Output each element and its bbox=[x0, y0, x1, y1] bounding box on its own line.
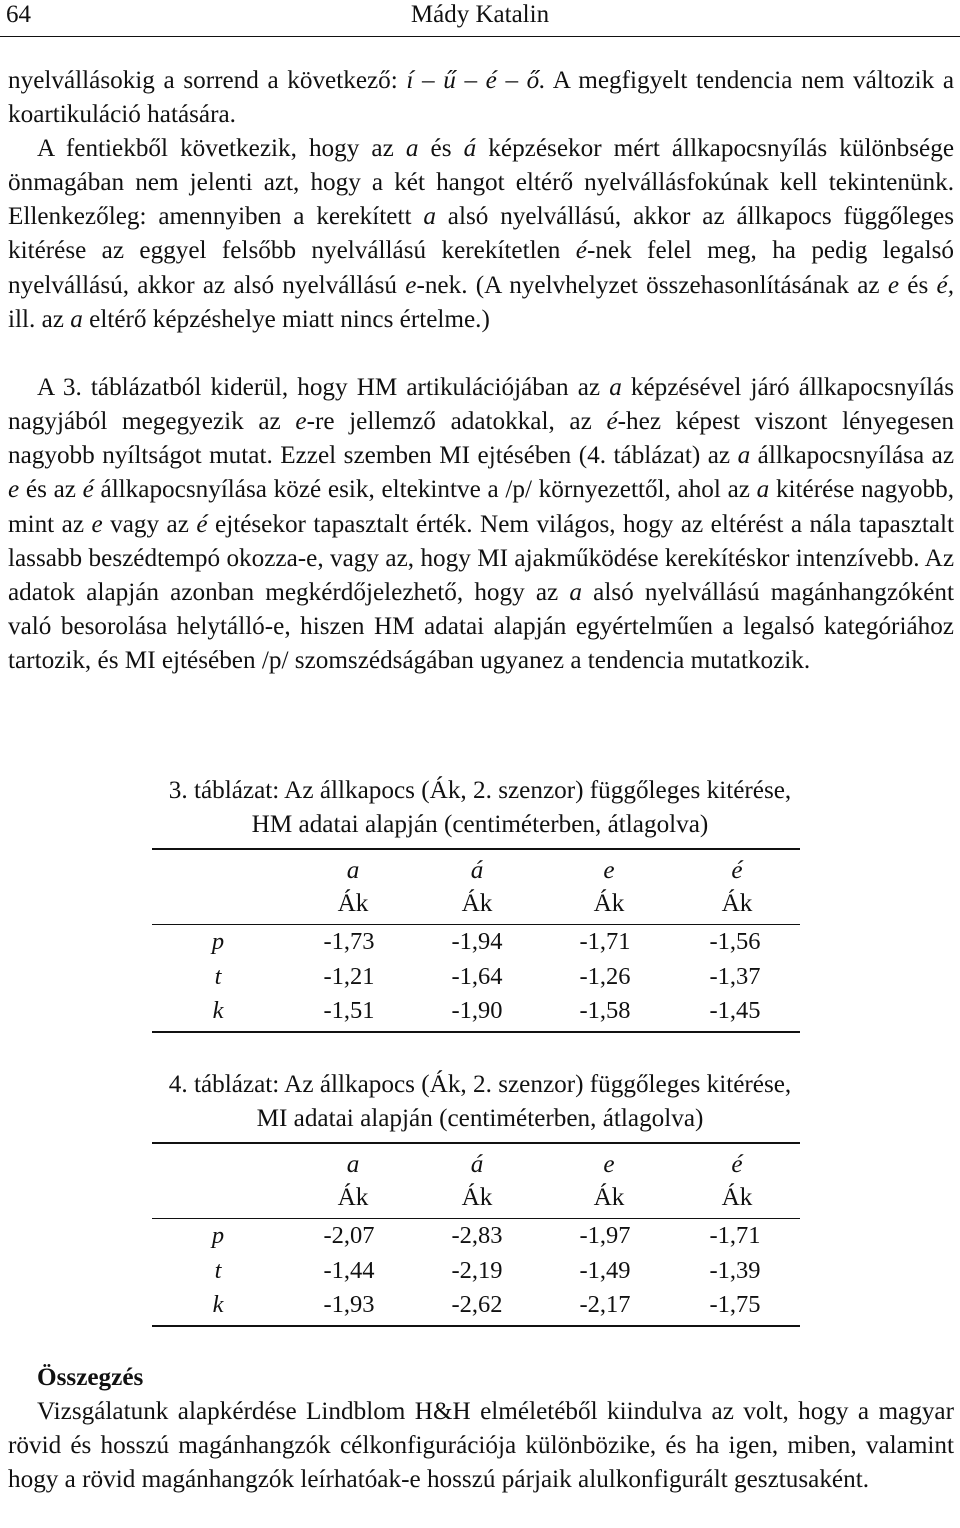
section-heading: Összegzés bbox=[37, 1364, 144, 1391]
table3-caption-line1: 3. táblázat: Az állkapocs (Ák, 2. szenzor) függőleges kitérése, bbox=[168, 777, 792, 804]
table3-subheader: Ák bbox=[337, 890, 369, 917]
table4-cell: -2,83 bbox=[451, 1222, 503, 1249]
table4-row-label: t bbox=[214, 1257, 222, 1284]
table3-cell: -1,71 bbox=[579, 928, 631, 955]
table3-header-rule bbox=[152, 924, 800, 925]
page-number: 64 bbox=[6, 1, 31, 28]
table4-cell: -1,75 bbox=[709, 1291, 761, 1318]
table4-cell: -2,17 bbox=[579, 1291, 631, 1318]
table3-cell: -1,21 bbox=[323, 963, 375, 990]
table3-subheader: Ák bbox=[721, 890, 753, 917]
table4-subheader: Ák bbox=[721, 1184, 753, 1211]
table3-cell: -1,73 bbox=[323, 928, 375, 955]
paragraph-2: A fentiekből következik, hogy az a és á képzésekor mért állkapocsnyílás különbsége önmagában nem jelenti azt, hogy a két hangot eltérő nyelvállásfokúnak kell tekintenünk. Ellenkezőleg: amennyiben a kerekített a alsó nyelvállású, akkor az állkapocs függőleges kitérése az eggyel felsőbb nyelvállású kerekítetlen é-nek felel meg, ha pedig legalsó nyelvállású, akkor az alsó nyelvállású e-nek. (A nyelvhelyzet összehasonlításának az e és é, ill. az a eltérő képzéshelye miatt nincs értelme.) bbox=[8, 135, 955, 333]
table4-cell: -1,49 bbox=[579, 1257, 631, 1284]
table4-cell: -2,62 bbox=[451, 1291, 503, 1318]
table3-col-header: é bbox=[731, 857, 743, 884]
table4-row-label: k bbox=[212, 1291, 224, 1318]
table4-col-header: é bbox=[731, 1151, 743, 1178]
vowel-sequence: í – ű – é – ő. bbox=[406, 67, 546, 94]
table4-caption-line2: MI adatai alapján (centiméterben, átlagolva) bbox=[256, 1105, 704, 1132]
table4-cell: -2,07 bbox=[323, 1222, 375, 1249]
table3-cell: -1,26 bbox=[579, 963, 631, 990]
table4-cell: -2,19 bbox=[451, 1257, 503, 1284]
table3-row-label: p bbox=[211, 928, 225, 955]
table4-bottom-rule bbox=[152, 1325, 800, 1327]
running-title: Mády Katalin bbox=[410, 1, 550, 28]
table4-cell: -1,93 bbox=[323, 1291, 375, 1318]
table4-cell: -1,44 bbox=[323, 1257, 375, 1284]
paragraph-3: A 3. táblázatból kiderül, hogy HM artikulációjában az a képzésével járó állkapocsnyílás nagyjából megegyezik az e-re jellemző adatokkal, az é-hez képest viszont lényegesen nagyobb nyíltságot mutat. Ezzel szemben MI ejtésében (4. táblázat) az a állkapocsnyílása az e és az é állkapocsnyílása közé esik, eltekintve a /p/ környezettől, ahol az a kitérése nagyobb, mint az e vagy az é ejtésekor tapasztalt érték. Nem világos, hogy az eltérést a nála tapasztalt lassabb beszédtempó okozza-e, vagy az, hogy MI ajakműködése kerekítéskor intenzívebb. Az adatok alapján azonban megkérdőjelezhető, hogy az a alsó nyelvállású magánhangzóként való besorolása helytálló-e, hiszen HM adatai alapján egyértelműen a legalsó kategóriához tartozik, és MI ejtésében /p/ szomszédságában ugyanez a tendencia mutatkozik. bbox=[8, 374, 955, 675]
table4-top-rule bbox=[152, 1142, 800, 1144]
table3-row-label: t bbox=[214, 963, 222, 990]
table3-top-rule bbox=[152, 848, 800, 850]
table3-cell: -1,94 bbox=[451, 928, 503, 955]
table3-cell: -1,45 bbox=[709, 997, 761, 1024]
running-header bbox=[0, 0, 960, 37]
table3-col-header: e bbox=[603, 857, 615, 884]
table4-caption-line1: 4. táblázat: Az állkapocs (Ák, 2. szenzor) függőleges kitérése, bbox=[168, 1071, 792, 1098]
table3-cell: -1,64 bbox=[451, 963, 503, 990]
table4-col-header: e bbox=[603, 1151, 615, 1178]
table3-cell: -1,51 bbox=[323, 997, 375, 1024]
table4-row-label: p bbox=[211, 1222, 225, 1249]
table3-subheader: Ák bbox=[461, 890, 493, 917]
table4-cell: -1,39 bbox=[709, 1257, 761, 1284]
table4-header-rule bbox=[152, 1218, 800, 1219]
table3-row-label: k bbox=[212, 997, 224, 1024]
table3-cell: -1,58 bbox=[579, 997, 631, 1024]
table4-subheader: Ák bbox=[593, 1184, 625, 1211]
table3-cell: -1,37 bbox=[709, 963, 761, 990]
paragraph-1: nyelvállásokig a sorrend a következő: í – ű – é – ő. A megfigyelt tendencia nem változik a koartikuláció hatására. bbox=[8, 67, 954, 129]
table4-subheader: Ák bbox=[461, 1184, 493, 1211]
table4-col-header: a bbox=[346, 1151, 360, 1178]
table3-col-header: a bbox=[346, 857, 360, 884]
table4-subheader: Ák bbox=[337, 1184, 369, 1211]
table3-col-header: á bbox=[470, 857, 484, 884]
table3-cell: -1,90 bbox=[451, 997, 503, 1024]
table3-caption-line2: HM adatai alapján (centiméterben, átlagolva) bbox=[251, 811, 709, 838]
summary-paragraph: Vizsgálatunk alapkérdése Lindblom H&H elméletéből kiindulva az volt, hogy a magyar rövid és hosszú magánhangzók célkonfigurációja különbözike, és ha igen, miben, valamint hogy a rövid magánhangzók leírhatóak-e hosszú párjaik alulkonfigurált gesztusaként. bbox=[8, 1398, 954, 1494]
table3-bottom-rule bbox=[152, 1031, 800, 1033]
table4-cell: -1,97 bbox=[579, 1222, 631, 1249]
table4-col-header: á bbox=[470, 1151, 484, 1178]
table3-subheader: Ák bbox=[593, 890, 625, 917]
table4-cell: -1,71 bbox=[709, 1222, 761, 1249]
table3-cell: -1,56 bbox=[709, 928, 761, 955]
